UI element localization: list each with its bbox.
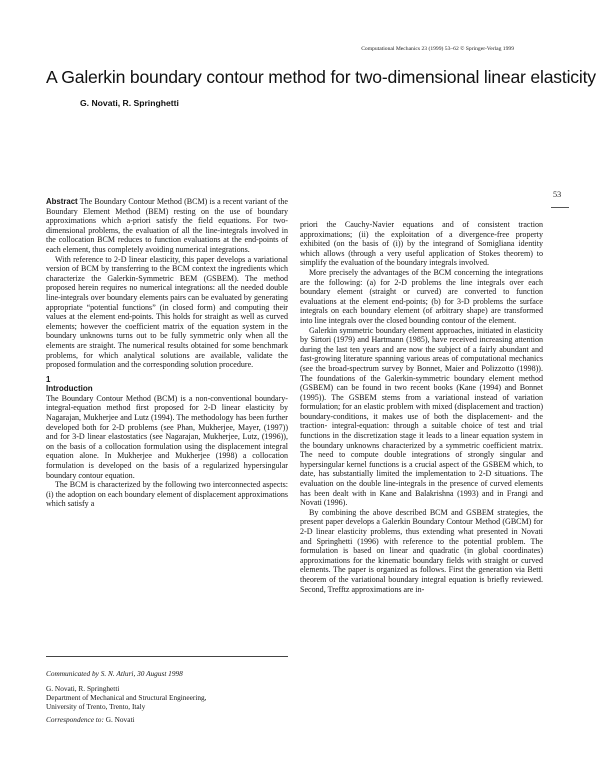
journal-citation: Computational Mechanics 23 (1999) 53–62 © Springer-Verlag 1999 [361,46,514,52]
correspondence-text: G. Novati [105,715,135,725]
correspondence-line [46,715,288,724]
paper-title: A Galerkin boundary contour method for two-dimensional linear elasticity [46,67,596,87]
author-list: G. Novati, R. Springhetti [80,98,179,108]
intro-paragraph-1: The Boundary Contour Method (BCM) is a non-conventional boundary-integral-equation method first proposed for 2-D linear elasticity by Nagarajan, Mukherjee and Lutz (1994). The methodology has been further developed both for 2-D problems (see Phan, Mukherjee, Mayer, (1997)) and for 3-D linear elastostatics (see Nagarajan, Mukherjee, Lutz, (1996)), on the basis of a collocation formulation using the displacement integral equation alone. In Mukherjee and Mukherjee (1998) a collocation formulation is developed on the basis of a regularized hypersingular boundary contour equation. [46,393,288,480]
footnote-university: University of Trento, Trento, Italy [46,702,146,712]
communicated-line [46,669,288,678]
abstract-label: Abstract [46,197,78,206]
left-column [46,197,288,509]
intro-paragraph-5: By combining the above described BCM and GSBEM strategies, the present paper develops a Galerkin Boundary Contour Method (GBCM) for 2-D linear elasticity problems, thus extending what presented in Novati and Springhetti (1996) with reference to the potential problem. The formulation is based on linear and quadratic (in global coordinates) approximations for the kinematic boundary fields with straight or curved elements. The paper is organized as follows. First the generation via Betti theorem of the variational boundary integral equation is briefly reviewed. Second, Trefftz approximations are in- [300,507,543,594]
section-title: Introduction [46,384,93,394]
abstract-text: The Boundary Contour Method (BCM) is a recent variant of the Boundary Element Method (BEM) resting on the use of boundary approximations which a-priori satisfy the field equations. For two-dimensional problems, the evaluation of all the line-integrals involved in the collocation BCM reduces to function evaluations at the end-points of each element, thus completely avoiding numerical integrations. [46,197,288,254]
footnotes [46,669,288,724]
section-number: 1 [46,374,51,384]
communicated-label: Communicated by [46,669,99,678]
footnote-rule [46,656,288,657]
right-column [300,220,543,594]
intro-paragraph-3: More precisely the advantages of the BCM concerning the integrations are the following: (a) for 2-D problems the line integrals over each boundary element (straight or curved) are converted to function evaluations at the element end-points; (b) for 3-D problems the surface integrals on each boundary element (of arbitrary shape) are transformed into line integrals over the closed bounding contour of the element. [300,267,543,325]
correspondence-label: Correspondence to: [46,715,104,725]
intro-paragraph-2-continued: priori the Cauchy-Navier equations and of consistent traction approximations; (ii) the exploitation of a divergence-free property exhibited (on the basis of (i)) by the integrand of Somigliana identity which allows (through a very useful application of Stokes theorem) to simplify the evaluation of the boundary integrals involved. [300,220,543,268]
intro-paragraph-2: The BCM is characterized by the following two interconnected aspects: (i) the adoption on each boundary element of displacement approximations which satisfy a [46,480,288,509]
intro-paragraph-4: Galerkin symmetric boundary element approaches, initiated in elasticity by Sirtori (1979) and Hartmann (1985), have received increasing attention during the last ten years and are now the subject of a fairly abundant and fast-growing literature spanning various areas of computational mechanics (see the broad-spectrum survey by Bonnet, Maier and Polizzotto (1998)). The foundations of the Galerkin-symmetric boundary element method (GSBEM) can be found in two recent books (Kane (1994) and Bonnet (1995)). The GSBEM stems from a variational instead of variation formulation; for an elastic problem with mixed (displacement and traction) boundary-conditions, it makes use of both the displacement- and the traction- integral-equation: through a suitable choice of test and trial functions in the discretization stage it leads to a linear equation system in the boundary unknowns characterized by a symmetric coefficient matrix. The need to compute double integrations of strongly singular and hypersingular kernel functions is a crucial aspect of the GSBEM which, to date, has substantially limited the implementation to 2-D situations. The evaluation on the double line-integrals in the presence of curved elements has been dealt with in Kane and Balakrishna (1993) and in Frangi and Novati (1996). [300,325,543,508]
footnote-authors: G. Novati, R. Springhetti [46,684,120,694]
page-number: 53 [553,190,562,199]
page-number-rule [551,207,569,208]
communicated-text: S. N. Atluri, 30 August 1998 [100,669,183,678]
footnote-department: Department of Mechanical and Structural Engineering, [46,693,207,703]
abstract-paragraph-2: With reference to 2-D linear elasticity, this paper develops a variational version of BCM by transferring to the BCM context the ingredients which characterize the Galerkin-Symmetric BEM (GSBEM). The method proposed herein requires no numerical integrations: all the needed double line-integrals over boundary elements pairs can be evaluated by generating appropriate “potential functions” (in closed form) and computing their values at the element end-points. This holds for straight as well as curved elements; however the coefficient matrix of the equation system in the boundary unknowns turns out to be fully symmetric only when all the elements are straight. The numerical results obtained for some benchmark problems, for which analytical solutions are available, validate the proposed formulation and the corresponding solution procedure. [46,254,288,370]
abstract-paragraph [46,197,288,255]
